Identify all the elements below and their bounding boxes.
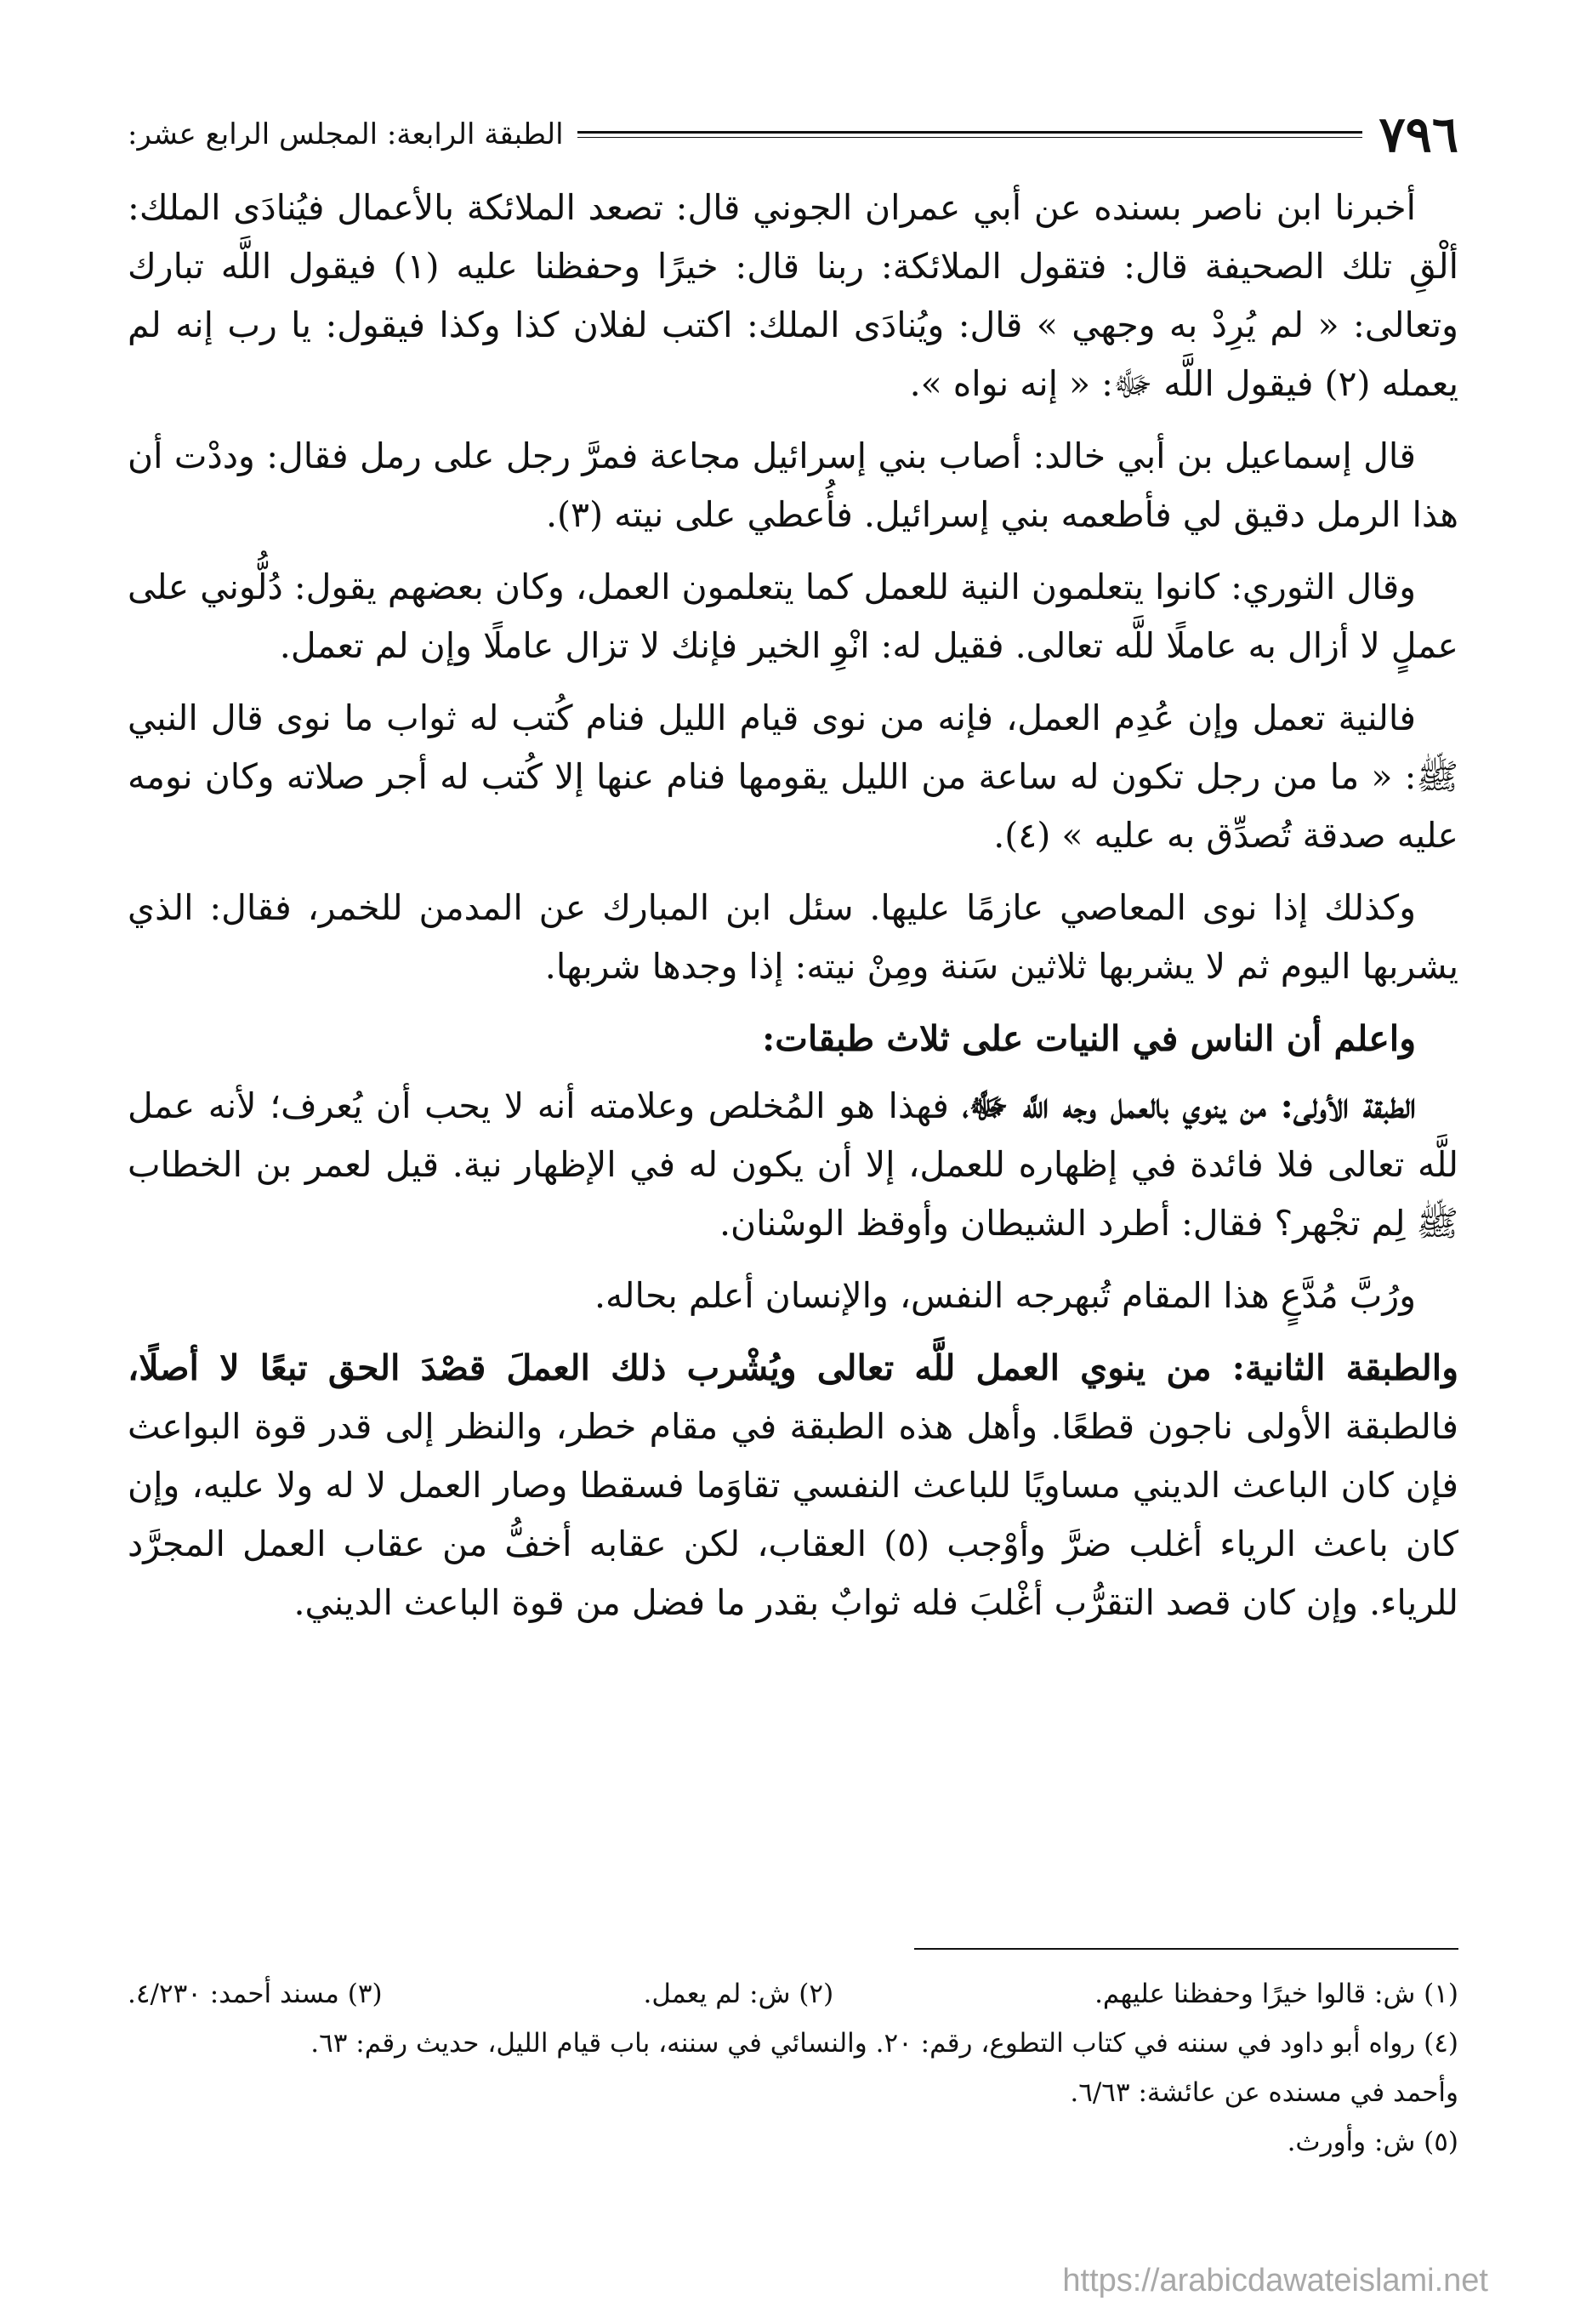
tier-one-lead: الطبقة الأولى: من ينوي بالعمل وجه اللَّه ﷻ، [962, 1085, 1416, 1126]
tier-one-text: فهذا هو المُخلص وعلامته أنه لا يحب أن يُعرف؛ لأنه عمل للَّه تعالى فلا فائدة في إظهاره للعمل، إلا أن يكون له في الإظهار نية. قيل لعمر بن الخطاب ﷺ لِم تجْهر؟ فقال: أطرد الشيطان وأوقظ الوسْنان. [128, 1085, 1458, 1244]
paragraph-ismail: قال إسماعيل بن أبي خالد: أصاب بني إسرائيل مجاعة فمرَّ رجل على رمل فقال: وددْت أن هذا الرمل دقيق لي فأطعمه بني إسرائيل. فأُعطي على نيته (٣). [128, 436, 1458, 535]
footnote-4: (٤) رواه أبو داود في سننه في كتاب التطوع، رقم: ٢٠. والنسائي في سننه، باب قيام الليل، حديث رقم: ٦٣. [310, 2028, 1458, 2059]
footnote-4-continued: وأحمد في مسنده عن عائشة: ٦/٦٣. [1070, 2077, 1458, 2108]
section-heading: واعلم أن الناس في النيات على ثلاث طبقات: [762, 1018, 1416, 1059]
page-number: ٧٩٦ [1379, 105, 1458, 163]
paragraph-ibn-mubarak: وكذلك إذا نوى المعاصي عازمًا عليها. سئل ابن المبارك عن المدمن للخمر، فقال: الذي يشربها اليوم ثم لا يشربها ثلاثين سَنة ومِنْ نيته: إذا وجدها شربها. [128, 887, 1458, 987]
page-header [128, 100, 1458, 168]
main-text [128, 179, 1458, 1646]
running-title: الطبقة الرابعة: المجلس الرابع عشر: [128, 117, 564, 151]
paragraph-thawri: وقال الثوري: كانوا يتعلمون النية للعمل كما يتعلمون العمل، وكان بعضهم يقول: دُلُّوني على عملٍ لا أزال به عاملًا للَّه تعالى. فقيل له: انْوِ الخير فإنك لا تزال عاملًا وإن لم تعمل. [128, 567, 1458, 666]
paragraph-niyya-works: فالنية تعمل وإن عُدِم العمل، فإنه من نوى قيام الليل فنام كُتب له ثواب ما نوى قال النبي ﷺ: « ما من رجل تكون له ساعة من الليل يقومها فنام عنها إلا كُتب له أجر صلاته وكان نومه عليه صدقة تُصدِّق به عليه » (٤). [128, 698, 1458, 856]
paragraph-abu-imran: أخبرنا ابن ناصر بسنده عن أبي عمران الجوني قال: تصعد الملائكة بالأعمال فيُنادَى الملك: ألْقِ تلك الصحيفة قال: فتقول الملائكة: ربنا قال: خيرًا وحفظنا عليه (١) فيقول اللَّه تبارك وتعالى: « لم يُرِدْ به وجهي » قال: ويُنادَى الملك: اكتب لفلان كذا وكذا فيقول: يا رب إنه لم يعمله (٢) فيقول اللَّه ﷻ: « إنه نواه ». [128, 187, 1458, 404]
tier-one-paragraph [128, 1077, 1458, 1253]
source-watermark: https://arabicdawateislami.net [1062, 2263, 1488, 2298]
header-rule [577, 131, 1362, 138]
footnote-row-1 [128, 1969, 1458, 2019]
tier-two-text: فالطبقة الأولى ناجون قطعًا. وأهل هذه الطبقة في مقام خطر، والنظر إلى قدر قوة البواعث فإن كان الباعث الديني مساويًا للباعث النفسي تقاوَما فسقطا وصار العمل لا له ولا عليه، وإن كان باعث الرياء أغلب ضرَّ وأوْجب (٥) العقاب، لكن عقابه أخفُّ من عقاب العمل المجرَّد للرياء. وإن كان قصد التقرُّب أغْلبَ فله ثوابٌ بقدر ما فضل من قوة الباعث الديني. [128, 1406, 1458, 1623]
footnotes [128, 1969, 1458, 2167]
footnote-1: (١) ش: قالوا خيرًا وحفظنا عليهم. [1094, 1979, 1458, 2009]
tier-two-lead: والطبقة الثانية: من ينوي العمل للَّه تعالى ويُشْرب ذلك العملَ قصْدَ الحق تبعًا لا أصلًا، [128, 1347, 1458, 1388]
footnote-separator [914, 1948, 1458, 1950]
tier-two-paragraph [128, 1339, 1458, 1632]
footnote-3: (٣) مسند أحمد: ٤/٢٣٠. [128, 1979, 383, 2009]
footnote-5: (٥) ش: وأورث. [1287, 2127, 1458, 2157]
footnote-2: (٢) ش: لم يعمل. [643, 1979, 834, 2009]
tier-one-note: ورُبَّ مُدَّعٍ هذا المقام تُبهرجه النفس، والإنسان أعلم بحاله. [594, 1275, 1416, 1316]
